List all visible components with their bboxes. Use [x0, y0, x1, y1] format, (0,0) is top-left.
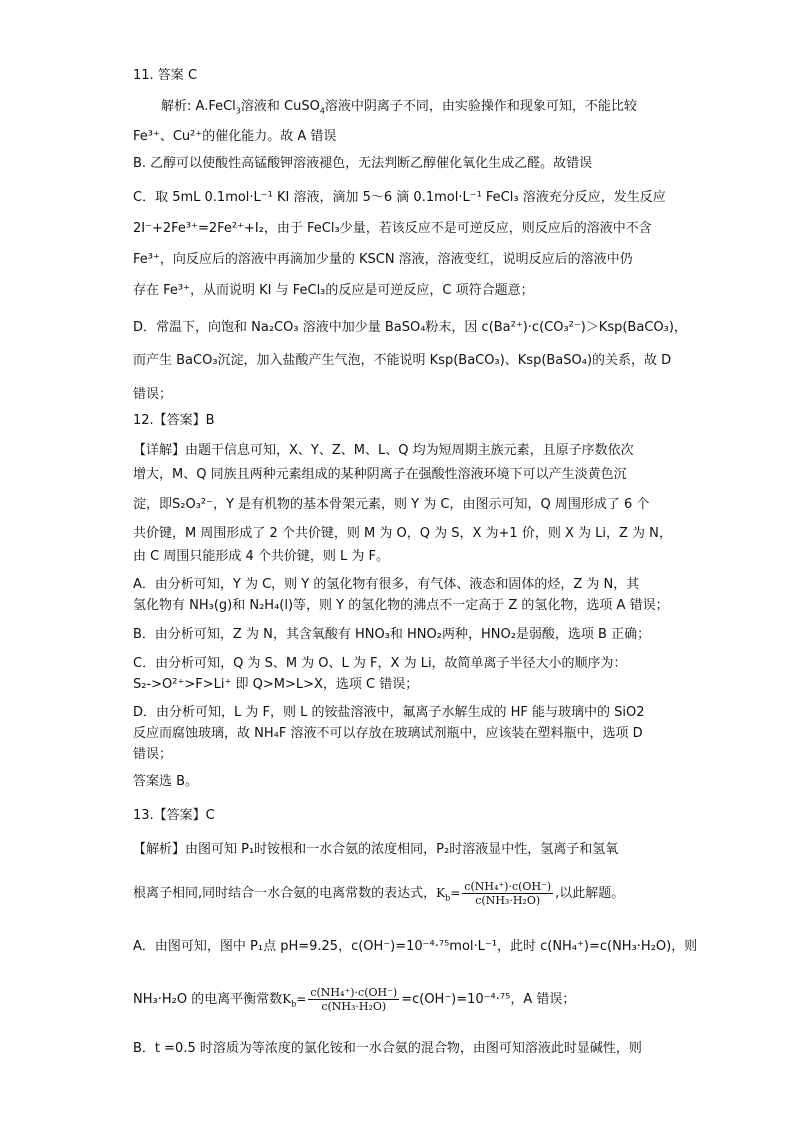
q12-option-c-line2: S₂->O²⁺>F>Li⁺ 即 Q>M>L>X，选项 C 错误；: [133, 677, 419, 692]
q13-option-b-line1: B．t =0.5 时溶质为等浓度的氯化铵和一水合氨的混合物，由图可知溶液此时显碱性，则: [133, 1041, 642, 1056]
q11-option-c-line1: C．取 5mL 0.1mol·L⁻¹ KI 溶液，滴加 5～6 滴 0.1mol·L⁻¹ FeCl₃ 溶液充分反应，发生反应: [133, 190, 666, 205]
q12-para-line5: 由 C 周围只能形成 4 个共价键，则 L 为 F。: [133, 549, 389, 564]
q11-option-c-line2: 2I⁻+2Fe³⁺=2Fe²⁺+I₂，由于 FeCl₃少量，若该反应不是可逆反应，则反应后的溶液中不含: [133, 221, 652, 236]
q11-option-d-line3: 错误；: [133, 387, 173, 402]
q12-para-line1: 【详解】由题干信息可知，X、Y、Z、M、L、Q 均为短周期主族元素，且原子序数依次: [133, 443, 634, 458]
q12-para-line3: 淀，即S₂O₃²⁻，Y 是有机物的基本骨架元素，则 Y 为 C，由图示可知，Q 周围形成了 6 个: [133, 497, 650, 512]
q12-option-d-line1: D．由分析可知，L 为 F，则 L 的铵盐溶液中，氟离子水解生成的 HF 能与玻璃中的 SiO2: [133, 705, 645, 720]
q11-option-c-line4: 存在 Fe³⁺，从而说明 KI 与 FeCl₃的反应是可逆反应，C 项符合题意；: [133, 283, 534, 298]
q12-option-a-line2: 氢化物有 NH₃(g)和 N₂H₄(l)等，则 Y 的氢化物的沸点不一定高于 Z 的氢化物，选项 A 错误；: [133, 598, 669, 613]
q12-option-c-line1: C．由分析可知，Q 为 S、M 为 O、L 为 F，X 为 Li，故简单离子半径大小的顺序为：: [133, 656, 627, 671]
q12-option-d-line3: 错误；: [133, 747, 173, 762]
q12-header: 12.【答案】B: [133, 413, 215, 428]
kb-formula: $\frac{\text{c(NH₄⁺)·c(OH⁻)}}{\text{c(NH₃·H₂O)}}$: [464, 880, 552, 907]
q11-option-a-line2: Fe³⁺、Cu²⁺的催化能力。故 A 错误: [133, 129, 337, 144]
q11-option-c-line3: Fe³⁺，向反应后的溶液中再滴加少量的 KSCN 溶液，溶液变红，说明反应后的溶液中仍: [133, 252, 633, 267]
q12-answer: 答案选 B。: [133, 774, 199, 789]
q11-option-b: B. 乙醇可以使酸性高锰酸钾溶液褪色，无法判断乙醇催化氧化生成乙醛。故错误: [133, 156, 593, 171]
q11-option-d-line2: 而产生 BaCO₃沉淀，加入盐酸产生气泡，不能说明 Ksp(BaCO₃)、Ksp(BaSO₄)的关系，故 D: [133, 353, 672, 368]
kb-formula-2: $\frac{\text{c(NH₄⁺)·c(OH⁻)}}{\text{c(NH₃·H₂O)}}$: [310, 986, 398, 1013]
q13-option-a-line1: A．由图可知，图中 P₁点 pH=9.25，c(OH⁻)=10⁻⁴·⁷⁵mol·L⁻¹，此时 c(NH₄⁺)=c(NH₃·H₂O)，则: [133, 939, 698, 954]
q11-header: 11. 答案 C: [133, 68, 198, 83]
q13-para-line1: 【解析】由图可知 P₁时铵根和一水合氨的浓度相同，P₂时溶液显中性，氢离子和氢氧: [133, 842, 619, 857]
q11-option-d-line1: D．常温下，向饱和 Na₂CO₃ 溶液中加少量 BaSO₄粉末，因 c(Ba²⁺)·c(CO₃²⁻)＞Ksp(BaCO₃)，: [133, 320, 687, 335]
q12-para-line4: 共价键，M 周围形成了 2 个共价键，则 M 为 O，Q 为 S，X 为+1 价，则 X 为 Li，Z 为 N，: [133, 526, 672, 541]
q12-option-a-line1: A．由分析可知，Y 为 C，则 Y 的氢化物有很多，有气体、液态和固体的烃，Z 为 N，其: [133, 577, 640, 592]
q12-option-d-line2: 反应而腐蚀玻璃，故 NH₄F 溶液不可以存放在玻璃试剂瓶中，应该装在塑料瓶中，选项 D: [133, 726, 643, 741]
q12-option-b: B．由分析可知，Z 为 N，其含氧酸有 HNO₃和 HNO₂两种，HNO₂是弱酸，选项 B 正确；: [133, 627, 651, 642]
q13-header: 13.【答案】C: [133, 808, 215, 823]
q13-option-a-line2: NH₃·H₂O 的电离平衡常数$K_b=$ $\frac{\text{c(NH₄⁺)·c(OH⁻)}}{\text{c(NH₃·H₂O)}}$ =c(OH⁻)=10⁻⁴·⁷⁵，A 错误；: [133, 986, 576, 1013]
q13-para-line2: 根离子相同,同时结合一水合氨的电离常数的表达式，$K_b=$ $\frac{\text{c(NH₄⁺)·c(OH⁻)}}{\text{c(NH₃·H₂O)}}$ ,以此解题。: [133, 880, 625, 907]
q11-option-a-line1: 解析: A.FeCl$_3$溶液和 CuSO$_4$溶液中阴离子不同，由实验操作和现象可知，不能比较: [161, 99, 637, 116]
q12-para-line2: 增大，M、Q 同族且两种元素组成的某种阴离子在强酸性溶液环境下可以产生淡黄色沉: [133, 467, 627, 482]
